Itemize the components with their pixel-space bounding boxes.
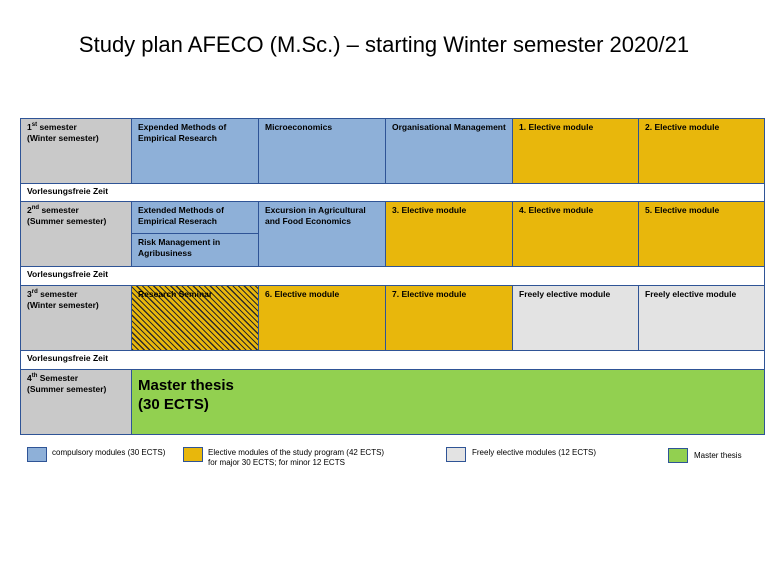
module-label: Research Seminar (138, 289, 213, 299)
module-excursion (258, 201, 386, 267)
module-expended-methods (131, 118, 259, 184)
page-title: Study plan AFECO (M.Sc.) – starting Winter semester 2020/21 (78, 32, 690, 57)
module-label: Risk Management in Agribusiness (138, 237, 221, 258)
semester-number: 4 (27, 373, 32, 383)
legend-compulsory-label: compulsory modules (30 ECTS) (52, 448, 166, 457)
semester-label: semester (37, 122, 77, 132)
module-freely-elective-1 (512, 285, 639, 351)
legend-elective-line2: for major 30 ECTS; for minor 12 ECTS (208, 458, 345, 467)
semester-suffix: st (31, 122, 38, 129)
legend-elective-line1: Elective modules of the study program (42 ECTS) (208, 448, 385, 457)
module-label: 4. Elective module (519, 205, 594, 215)
semester-term: (Summer semester) (27, 384, 107, 394)
legend-swatch-elective (183, 447, 203, 462)
module-label: Organisational Management (392, 122, 506, 132)
module-elective-7 (385, 285, 513, 351)
semester-term: (Summer semester) (27, 216, 107, 226)
module-label: 6. Elective module (265, 289, 340, 299)
module-organisational-management (385, 118, 513, 184)
legend-free-label: Freely elective modules (12 ECTS) (472, 448, 597, 457)
legend-elective-label (208, 448, 384, 468)
module-elective-4 (512, 201, 639, 267)
module-elective-2 (638, 118, 765, 184)
semester-1-cell (20, 118, 132, 184)
legend-swatch-compulsory (27, 447, 47, 462)
module-extended-methods (131, 201, 259, 234)
break-label: Vorlesungsfreie Zeit (27, 353, 109, 363)
semester-4-cell (20, 369, 132, 435)
module-label: Freely elective module (519, 289, 611, 299)
module-elective-3 (385, 201, 513, 267)
module-elective-1 (512, 118, 639, 184)
semester-term: (Winter semester) (27, 300, 99, 310)
semester-label: Semester (37, 373, 79, 383)
module-label: 1. Elective module (519, 122, 594, 132)
module-label: Expended Methods of Empirical Research (138, 122, 227, 143)
module-elective-6 (258, 285, 386, 351)
semester-label: semester (37, 289, 78, 299)
semester-number: 2 (27, 205, 32, 215)
module-label: Excursion in Agricultural and Food Economics (265, 205, 366, 226)
semester-number: 1 (27, 122, 32, 132)
module-elective-5 (638, 201, 765, 267)
module-freely-elective-2 (638, 285, 765, 351)
module-label: 3. Elective module (392, 205, 467, 215)
break-row-2 (20, 266, 765, 286)
module-research-seminar (131, 285, 259, 351)
legend-swatch-free (446, 447, 466, 462)
module-label: 7. Elective module (392, 289, 467, 299)
semester-suffix: rd (31, 289, 38, 296)
break-row-1 (20, 183, 765, 202)
break-label: Vorlesungsfreie Zeit (27, 269, 109, 279)
module-label: 5. Elective module (645, 205, 720, 215)
module-label: Freely elective module (645, 289, 737, 299)
module-microeconomics (258, 118, 386, 184)
module-label: Microeconomics (265, 122, 333, 132)
semester-suffix: nd (31, 205, 40, 212)
module-label: 2. Elective module (645, 122, 720, 132)
thesis-title: Master thesis (138, 377, 234, 394)
legend-thesis-label: Master thesis (694, 451, 742, 460)
semester-label: semester (39, 205, 79, 215)
module-label: Extended Methods of Empirical Reserach (138, 205, 224, 226)
break-label: Vorlesungsfreie Zeit (27, 186, 109, 196)
semester-term: (Winter semester) (27, 133, 99, 143)
legend-swatch-thesis (668, 448, 688, 463)
semester-suffix: th (31, 373, 38, 380)
semester-3-cell (20, 285, 132, 351)
thesis-ects: (30 ECTS) (138, 396, 209, 413)
semester-number: 3 (27, 289, 32, 299)
master-thesis-block (131, 369, 765, 435)
semester-2-cell (20, 201, 132, 267)
module-risk-management (131, 233, 259, 267)
break-row-3 (20, 350, 765, 370)
